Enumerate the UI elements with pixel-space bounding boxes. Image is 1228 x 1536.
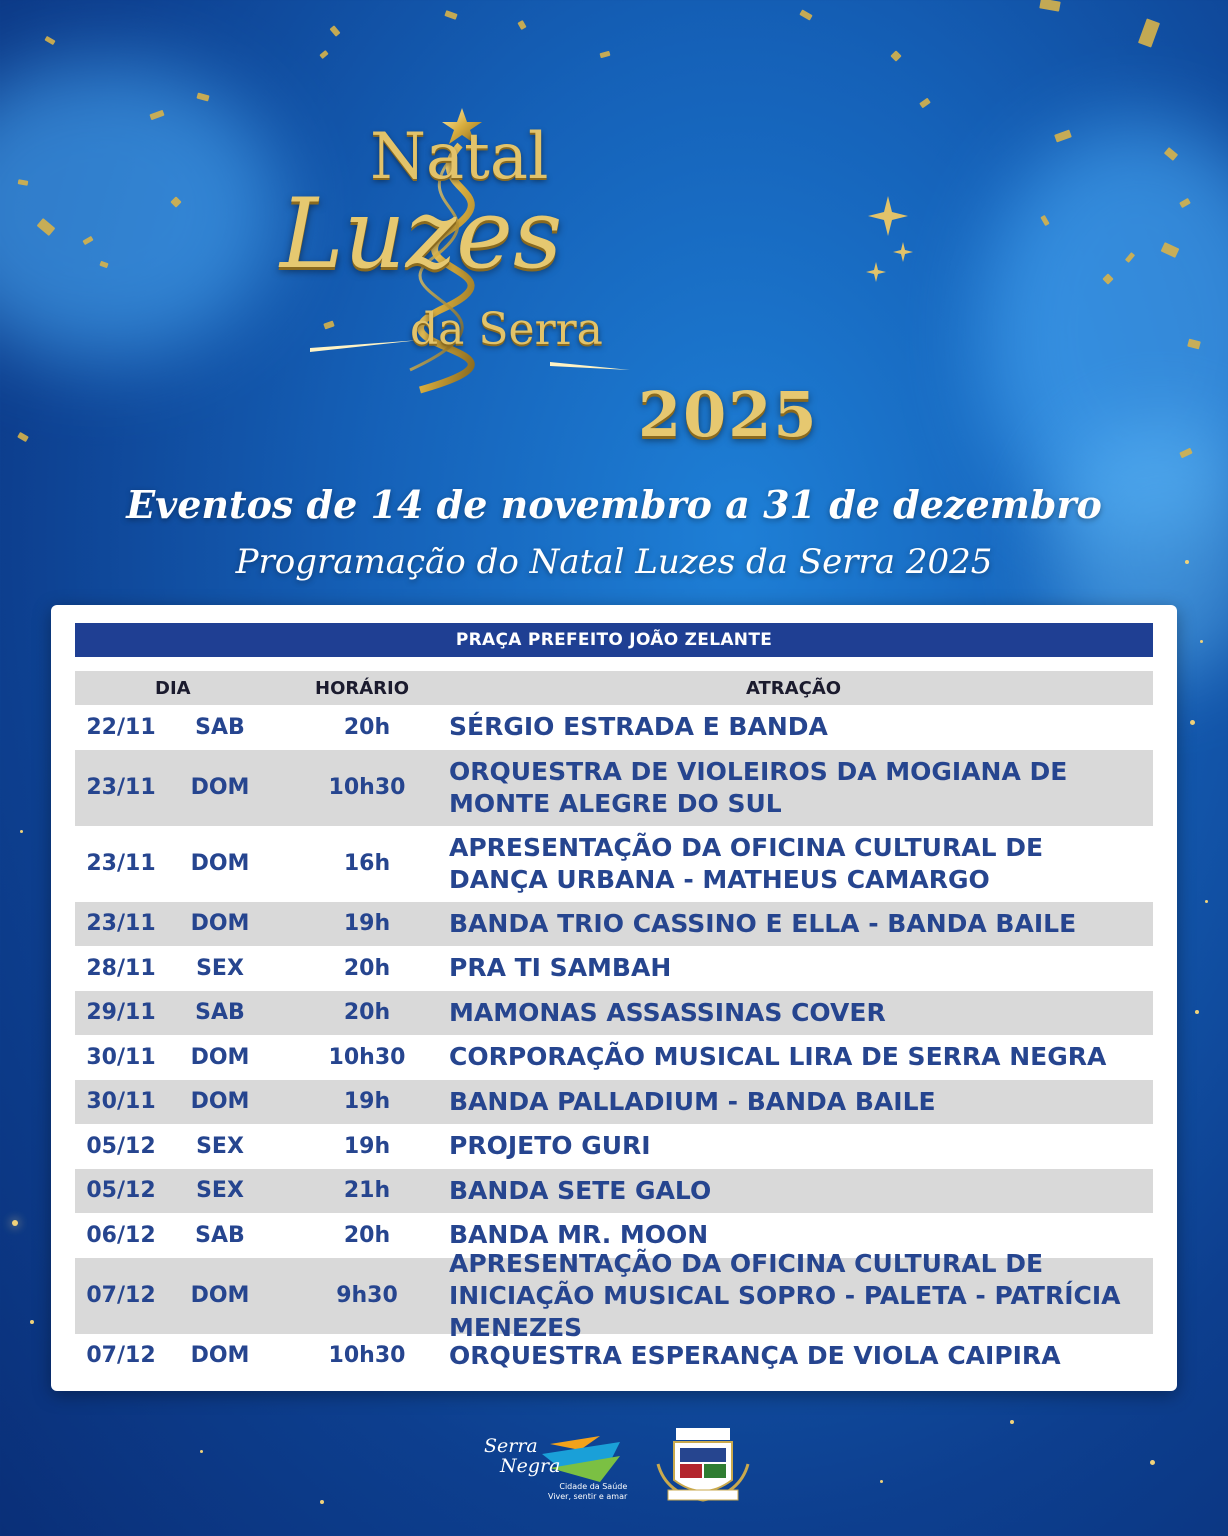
weekday-cell: SEX	[196, 955, 244, 981]
background-glow	[0, 60, 280, 360]
table-row	[75, 826, 1153, 902]
time-cell: 20h	[343, 1000, 391, 1026]
table-row	[75, 1248, 1153, 1342]
municipal-coat-of-arms-icon	[654, 1424, 752, 1506]
column-header-time: HORÁRIO	[315, 678, 410, 699]
table-row	[75, 705, 1153, 750]
weekday-cell: DOM	[190, 1343, 250, 1369]
venue-title: PRAÇA PREFEITO JOÃO ZELANTE	[75, 623, 1153, 657]
weekday-cell: DOM	[190, 911, 250, 937]
serra-negra-name: Serra Negra	[484, 1435, 561, 1477]
weekday-cell: DOM	[190, 1283, 250, 1308]
table-row	[75, 1334, 1153, 1379]
table-header	[75, 671, 1153, 705]
column-header-attraction: ATRAÇÃO	[746, 678, 842, 699]
star-icon	[868, 196, 908, 236]
attraction-cell: APRESENTAÇÃO DA OFICINA CULTURAL DE DANÇA URBANA - MATHEUS CAMARGO	[449, 832, 1044, 894]
time-cell: 9h30	[336, 1283, 398, 1308]
schedule-rows	[75, 705, 1153, 1378]
program-subheadline: Programação do Natal Luzes da Serra 2025	[235, 542, 993, 582]
time-cell: 21h	[343, 1178, 391, 1204]
weekday-cell: SAB	[195, 714, 245, 740]
time-cell: 20h	[343, 1222, 391, 1248]
date-cell: 22/11	[86, 714, 156, 740]
time-cell: 19h	[343, 1089, 391, 1115]
time-cell: 20h	[343, 955, 391, 981]
date-cell: 07/12	[86, 1343, 156, 1369]
weekday-cell: DOM	[190, 1044, 250, 1070]
time-cell: 10h30	[328, 775, 406, 800]
logo-title: Natal	[370, 120, 549, 194]
attraction-cell: APRESENTAÇÃO DA OFICINA CULTURAL DE INICIAÇÃO MUSICAL SOPRO - PALETA - PATRÍCIA MENEZES	[449, 1248, 1121, 1342]
logo-script-title: Luzes	[280, 178, 563, 290]
star-icon	[866, 262, 886, 282]
attraction-cell: ORQUESTRA DE VIOLEIROS DA MOGIANA DE MONTE ALEGRE DO SUL	[449, 756, 1068, 818]
logo-subtitle: da Serra	[410, 304, 603, 355]
time-cell: 10h30	[328, 1044, 406, 1070]
date-cell: 30/11	[86, 1089, 156, 1115]
time-cell: 10h30	[328, 1343, 406, 1369]
date-cell: 05/12	[86, 1178, 156, 1204]
time-cell: 20h	[343, 714, 391, 740]
weekday-cell: SAB	[195, 1222, 245, 1248]
table-row	[75, 1124, 1153, 1169]
time-cell: 19h	[343, 911, 391, 937]
attraction-cell: SÉRGIO ESTRADA E BANDA	[449, 712, 828, 742]
star-icon	[893, 242, 913, 262]
date-cell: 06/12	[86, 1222, 156, 1248]
serra-negra-tagline: Cidade da Saúde Viver, sentir e amar	[548, 1482, 628, 1501]
attraction-cell: CORPORAÇÃO MUSICAL LIRA DE SERRA NEGRA	[449, 1042, 1107, 1072]
table-row	[75, 750, 1153, 826]
date-cell: 23/11	[86, 775, 156, 800]
weekday-cell: DOM	[190, 1089, 250, 1115]
attraction-cell: BANDA MR. MOON	[449, 1220, 709, 1250]
date-cell: 30/11	[86, 1044, 156, 1070]
time-cell: 16h	[343, 851, 391, 876]
date-cell: 05/12	[86, 1133, 156, 1159]
attraction-cell: ORQUESTRA ESPERANÇA DE VIOLA CAIPIRA	[449, 1340, 1061, 1370]
weekday-cell: DOM	[190, 851, 250, 876]
table-row	[75, 902, 1153, 947]
attraction-cell: PRA TI SAMBAH	[449, 953, 672, 983]
date-cell: 23/11	[86, 911, 156, 937]
date-cell: 28/11	[86, 955, 156, 981]
weekday-cell: SAB	[195, 1000, 245, 1026]
weekday-cell: SEX	[196, 1178, 244, 1204]
table-row	[75, 946, 1153, 991]
time-cell: 19h	[343, 1133, 391, 1159]
weekday-cell: SEX	[196, 1133, 244, 1159]
logo-year: 2025	[638, 378, 819, 451]
table-row	[75, 1169, 1153, 1214]
table-row	[75, 1035, 1153, 1080]
date-cell: 07/12	[86, 1283, 156, 1308]
attraction-cell: BANDA TRIO CASSINO E ELLA - BANDA BAILE	[449, 908, 1077, 938]
event-dates-headline: Eventos de 14 de novembro a 31 de dezembro	[126, 482, 1102, 527]
date-cell: 29/11	[86, 1000, 156, 1026]
schedule-card	[51, 605, 1177, 1391]
attraction-cell: BANDA SETE GALO	[449, 1175, 712, 1205]
table-row	[75, 1080, 1153, 1125]
table-row	[75, 991, 1153, 1036]
attraction-cell: BANDA PALLADIUM - BANDA BAILE	[449, 1086, 936, 1116]
date-cell: 23/11	[86, 851, 156, 876]
weekday-cell: DOM	[190, 775, 250, 800]
column-header-day: DIA	[155, 678, 191, 699]
attraction-cell: PROJETO GURI	[449, 1131, 651, 1161]
attraction-cell: MAMONAS ASSASSINAS COVER	[449, 997, 886, 1027]
